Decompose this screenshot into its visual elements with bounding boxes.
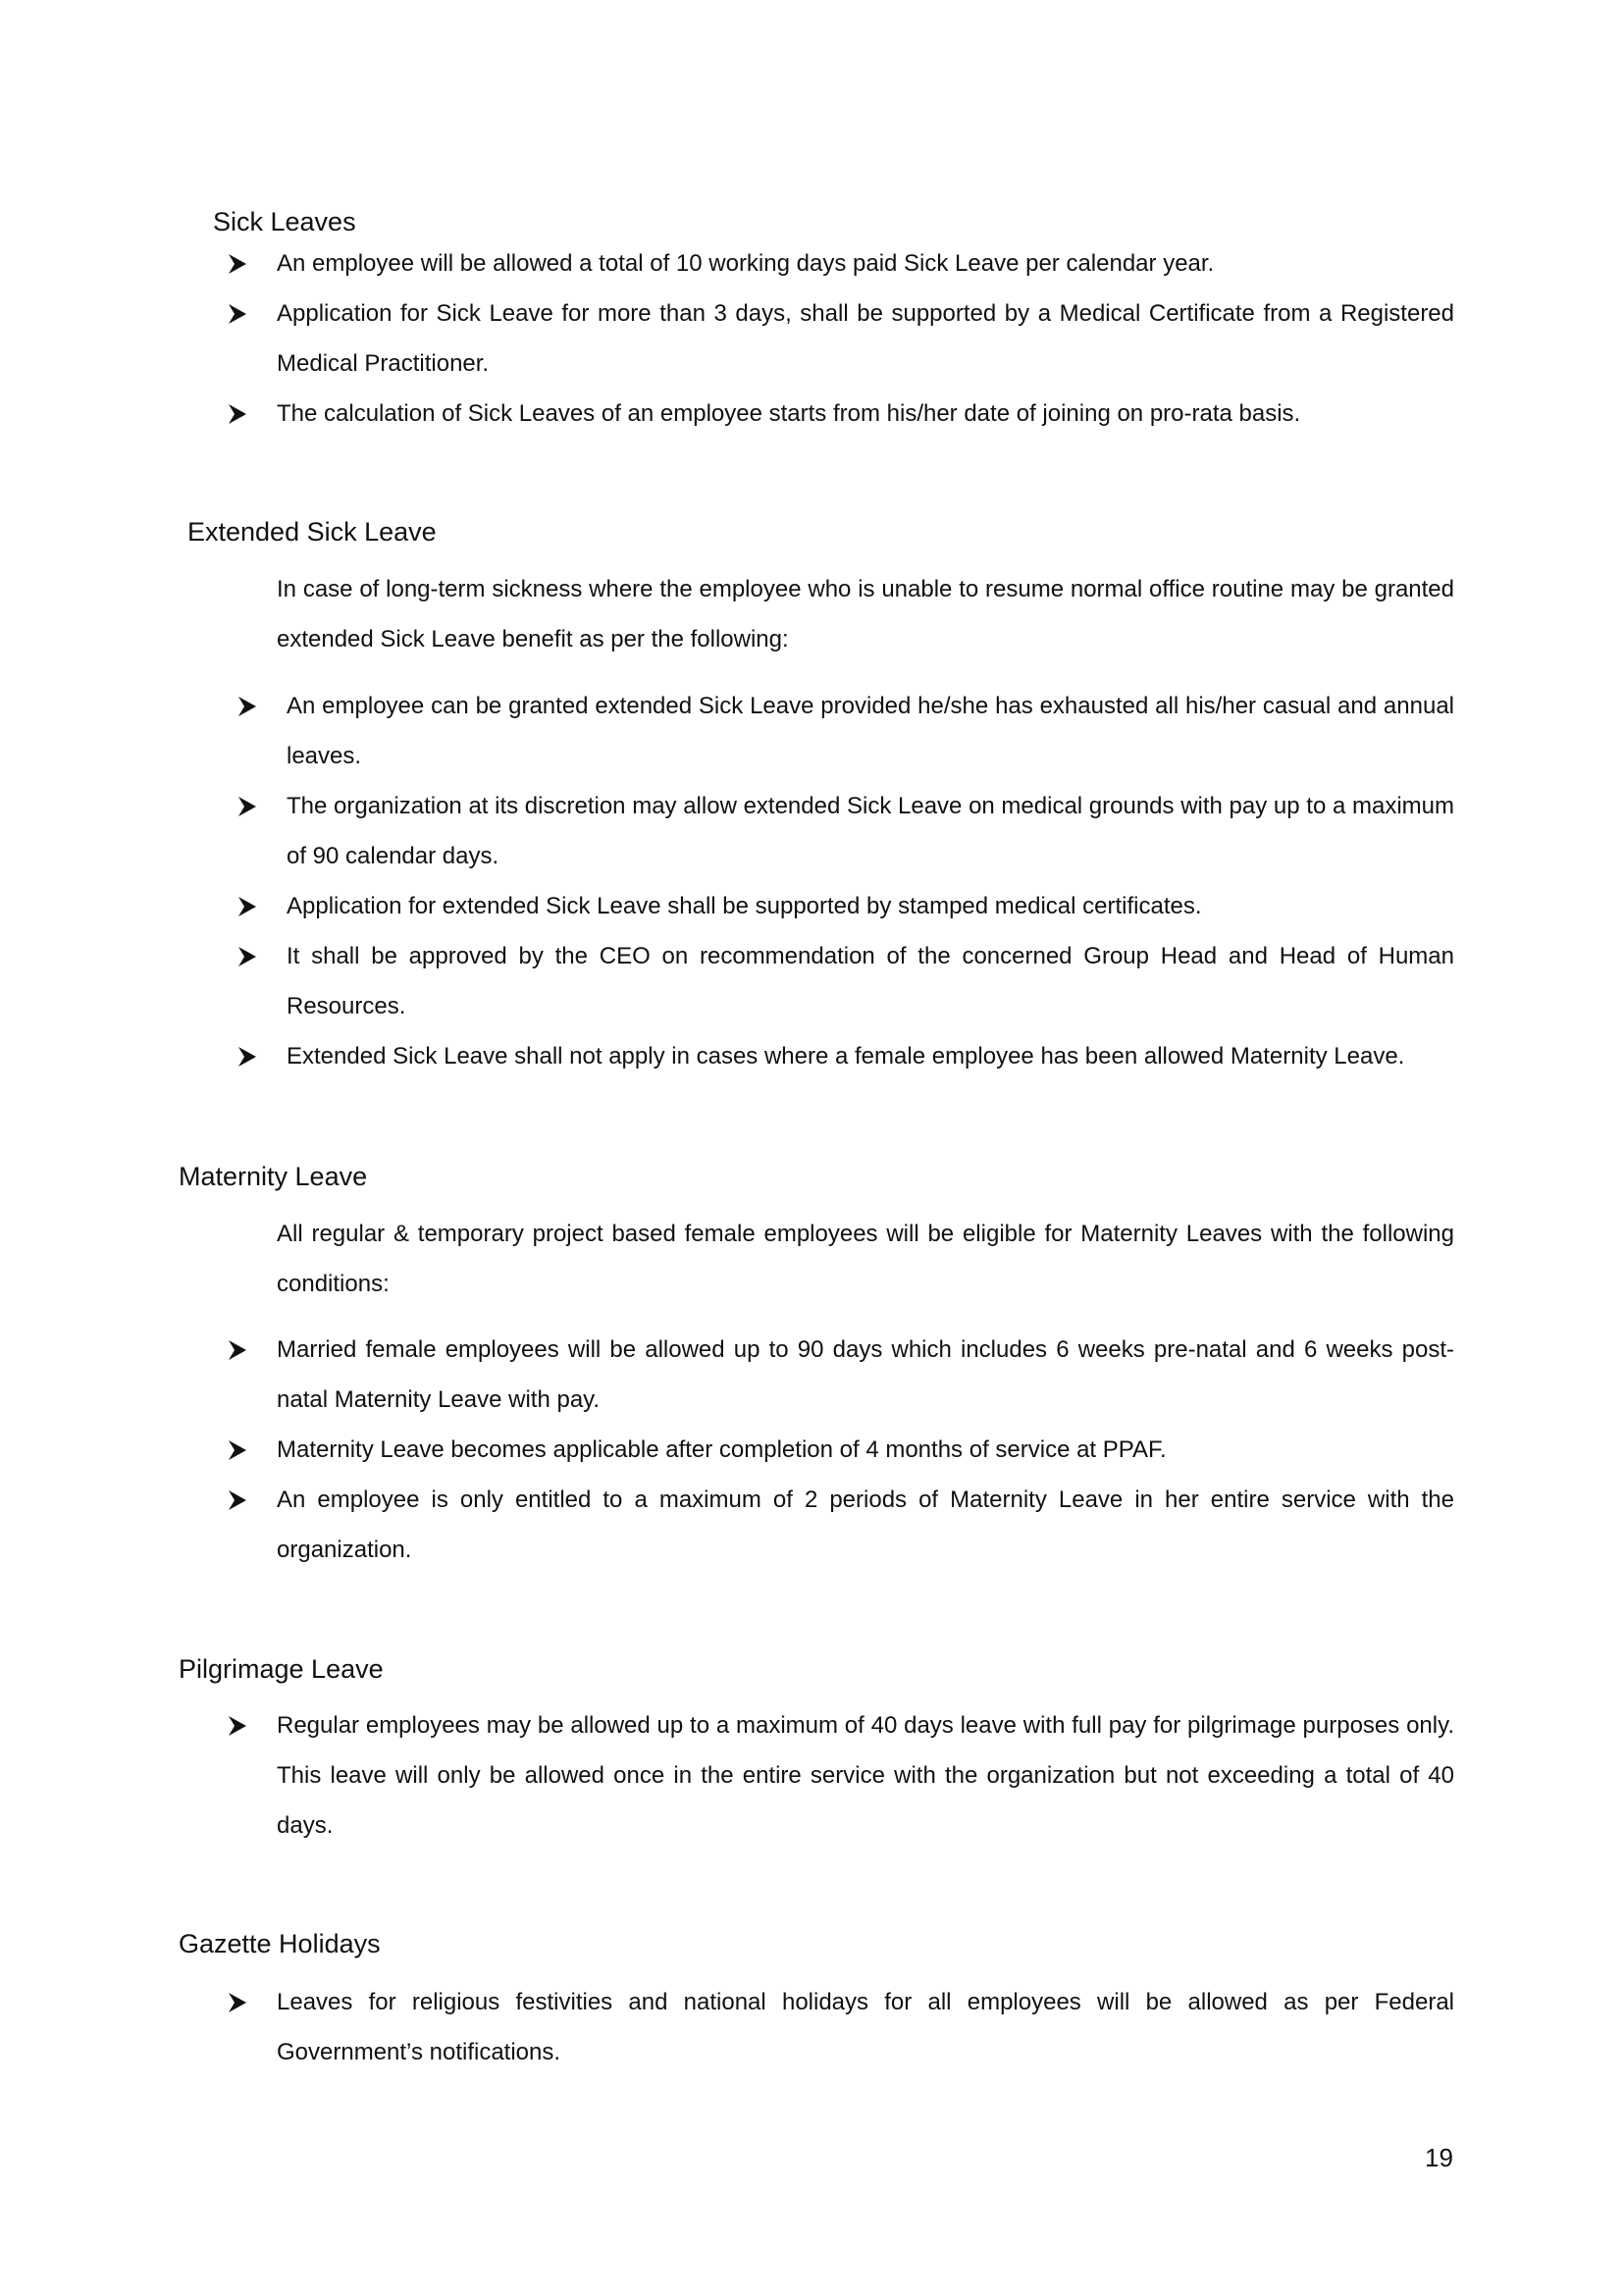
bullet-text: An employee is only entitled to a maximum of 2 periods of Maternity Leave in her entire service with the organization. xyxy=(277,1487,1454,1563)
arrowhead-bullet-icon xyxy=(229,1490,246,1510)
bullet-text: It shall be approved by the CEO on recommendation of the concerned Group Head and Head of Human Resources. xyxy=(287,943,1454,1019)
bullet-text: Married female employees will be allowed up to 90 days which includes 6 weeks pre-natal and 6 weeks post-natal Maternity Leave with pay. xyxy=(277,1336,1454,1413)
intro-paragraph: All regular & temporary project based female employees will be eligible for Maternity Leaves with the following conditions: xyxy=(277,1221,1454,1297)
bullet-text: Regular employees may be allowed up to a maximum of 40 days leave with full pay for pilgrimage purposes only. This leave will only be allowed once in the entire service with the organization but not exceeding a total of 40 days. xyxy=(277,1712,1454,1839)
bullet-text: Leaves for religious festivities and national holidays for all employees will be allowed as per Federal Government’s notifications. xyxy=(277,1989,1454,2065)
bullet-text: Application for Sick Leave for more than 3 days, shall be supported by a Medical Certificate from a Registered Medical Practitioner. xyxy=(277,300,1454,377)
arrowhead-bullet-icon xyxy=(238,897,256,916)
bullet-text: Application for extended Sick Leave shall be supported by stamped medical certificates. xyxy=(287,893,1202,919)
bullet-text: The calculation of Sick Leaves of an employee starts from his/her date of joining on pro-rata basis. xyxy=(277,400,1301,427)
bullet-text: Maternity Leave becomes applicable after completion of 4 months of service at PPAF. xyxy=(277,1436,1167,1463)
arrowhead-bullet-icon xyxy=(238,797,256,816)
section-heading-pilgrimage-leave: Pilgrimage Leave xyxy=(179,1654,384,1684)
section-heading-sick-leaves: Sick Leaves xyxy=(213,207,356,236)
arrowhead-bullet-icon xyxy=(229,254,246,274)
section-heading-gazette-holidays: Gazette Holidays xyxy=(179,1929,381,1958)
arrowhead-bullet-icon xyxy=(229,1716,246,1736)
arrowhead-bullet-icon xyxy=(229,1440,246,1460)
section-heading-maternity-leave: Maternity Leave xyxy=(179,1162,368,1191)
arrowhead-bullet-icon xyxy=(238,697,256,716)
bullet-text: An employee can be granted extended Sick Leave provided he/she has exhausted all his/her casual and annual leaves. xyxy=(287,693,1454,769)
arrowhead-bullet-icon xyxy=(229,1993,246,2012)
arrowhead-bullet-icon xyxy=(238,947,256,966)
section-heading-extended-sick-leave: Extended Sick Leave xyxy=(187,517,437,547)
arrowhead-bullet-icon xyxy=(238,1047,256,1067)
page-number: 19 xyxy=(1425,2143,1453,2172)
bullet-text: The organization at its discretion may allow extended Sick Leave on medical grounds with pay up to a maximum of 90 calendar days. xyxy=(287,793,1454,869)
arrowhead-bullet-icon xyxy=(229,404,246,424)
arrowhead-bullet-icon xyxy=(229,304,246,324)
arrowhead-bullet-icon xyxy=(229,1340,246,1360)
intro-paragraph: In case of long-term sickness where the employee who is unable to resume normal office routine may be granted extended Sick Leave benefit as per the following: xyxy=(277,576,1454,652)
bullet-text: Extended Sick Leave shall not apply in cases where a female employee has been allowed Maternity Leave. xyxy=(287,1043,1405,1069)
bullet-text: An employee will be allowed a total of 10 working days paid Sick Leave per calendar year. xyxy=(277,250,1215,277)
